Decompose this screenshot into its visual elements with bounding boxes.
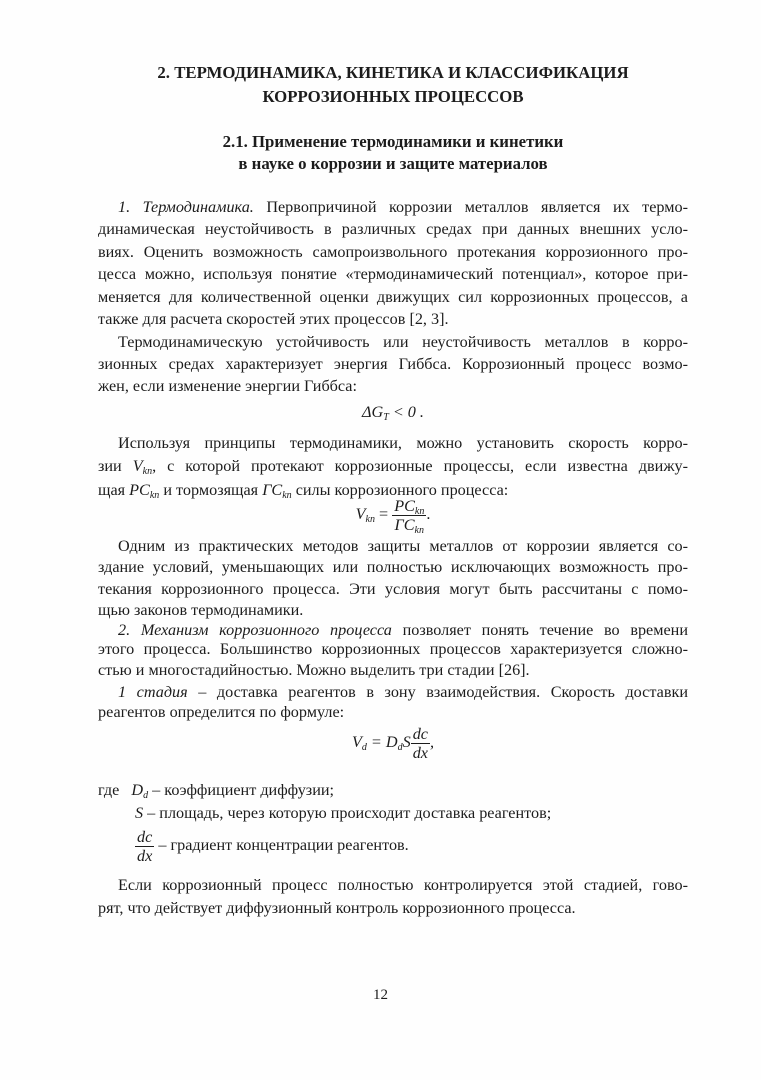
where-label: где [98,781,120,799]
formula-var: S [135,804,144,822]
paragraph-line: здание условий, уменьшающих или полностью исключающих возможность про- [98,558,688,576]
formula-rhs: < 0 . [388,403,424,421]
paragraph-line: зионных средах характеризует энергия Гиббса. Коррозионный процесс возмо- [98,355,688,373]
formula-gibbs [98,401,688,423]
text: – градиент концентрации реагентов. [154,836,409,854]
paragraph-line [98,455,688,477]
text: , [429,733,435,751]
text: и тормозящая [163,481,259,499]
fraction [392,497,426,534]
denominator: dx [412,743,428,762]
paragraph-line: виях. Оценить возможность самопроизвольного протекания коррозионного про- [98,243,688,261]
paragraph-line: рят, что действует диффузионный контроль коррозионного процесса. [98,899,576,917]
text: – коэффициент диффузии; [148,781,335,799]
text: Первопричиной коррозии металлов является их термо- [266,198,688,216]
formula-var: ГC [262,481,283,499]
formula-sub: kn [365,514,375,525]
text: . [426,505,431,523]
denominator: ГC [394,515,415,534]
paragraph-line: жен, если изменение энергии Гиббса: [98,377,357,395]
formula-sub: kn [414,524,424,536]
paragraph-line [118,681,688,703]
formula-delivery-rate [98,724,688,762]
numerator: PC [394,496,415,515]
paragraph-line: меняется для количественной оценки движущих сил коррозионных процессов, а [98,288,688,306]
formula-sub: kn [282,490,292,501]
paragraph-line: Если коррозионный процесс полностью контролируется этой стадией, гово- [118,876,688,894]
paragraph-line: цесса можно, используя понятие «термодинамический потенциал», которое при- [98,265,688,283]
where-item [135,802,725,824]
paragraph-lead: 1. Термодинамика. [118,198,254,216]
paragraph-line: также для расчета скоростей этих процессов [2, 3]. [98,310,449,328]
numerator: dc [137,827,153,846]
formula-var: ΔG [362,403,384,421]
chapter-title-line-2: КОРРОЗИОННЫХ ПРОЦЕССОВ [262,87,524,106]
formula-sub: d [361,742,367,753]
formula-var: V [132,457,143,475]
numerator: dc [412,724,428,743]
paragraph-lead: 2. Механизм коррозионного процесса [118,621,392,639]
chapter-title-line-1: 2. ТЕРМОДИНАМИКА, КИНЕТИКА И КЛАССИФИКАЦИЯ [157,63,629,82]
text: силы коррозионного процесса: [295,481,509,499]
fraction [135,828,154,865]
text: – доставка реагентов в зону взаимодействия. Скорость доставки [198,683,688,701]
formula-sub: d [143,790,149,801]
formula-var: V [351,733,362,751]
where-item [98,779,688,801]
fraction [411,725,430,762]
text: , с которой протекают коррозионные процессы, если известна движу- [152,457,688,475]
denominator: dx [137,846,153,865]
paragraph-lead: 1 стадия [118,683,188,701]
formula-sub: T [383,412,389,423]
formula-sub: kn [142,466,153,477]
paragraph-line: Одним из практических методов защиты металлов от коррозии является со- [118,537,688,555]
formula-var: PC [129,481,150,499]
formula-corrosion-rate: $V_{kn}$ = $\frac{PC_{kn}}{ГC_{kn}}$ . [355,496,431,536]
paragraph-line: Используя принципы термодинамики, можно установить скорость корро- [118,434,688,452]
formula-sub: kn [414,505,425,517]
text: – площадь, через которую происходит доставка реагентов; [143,804,552,822]
paragraph-line: щью законов термодинамики. [98,601,304,619]
formula-var: S [402,733,411,751]
paragraph-line [118,196,688,218]
page-number: 12 [373,987,388,1003]
formula-sub: d [397,742,403,753]
paragraph-line: динамическая неустойчивость в различных средах при данных внешних усло- [98,220,688,238]
text: щая [98,481,126,499]
text: зии [98,457,122,475]
formula-var: = D [366,733,398,751]
formula-sub: kn [149,490,160,501]
text: позволяет понять течение во времени [402,621,688,639]
section-title-line-2: в науке о коррозии и защите материалов [238,154,548,173]
paragraph-line: этого процесса. Большинство коррозионных процессов характеризуется сложно- [98,640,688,658]
paragraph-line: Термодинамическую устойчивость или неустойчивость металлов в корро- [118,333,688,351]
paragraph-line: стью и многостадийностью. Можно выделить три стадии [26]. [98,661,530,679]
where-item [135,825,725,865]
paragraph-line: текания коррозионного процесса. Эти условия могут быть рассчитаны с помо- [98,580,688,598]
formula-var: D [131,781,144,799]
formula-var: V [355,505,366,523]
paragraph-line: реагентов определится по формуле: [98,703,345,721]
section-title-line-1: 2.1. Применение термодинамики и кинетики [222,132,564,151]
